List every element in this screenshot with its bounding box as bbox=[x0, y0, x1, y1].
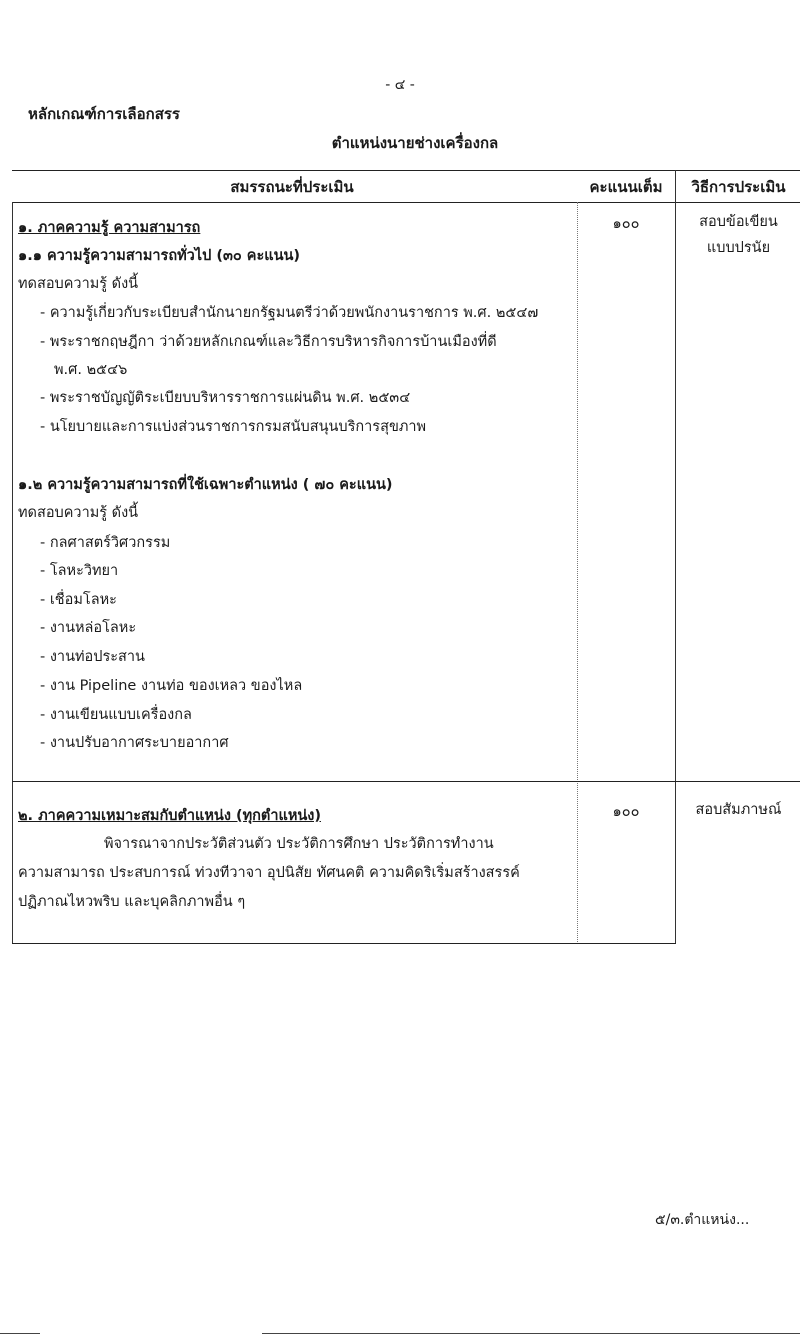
header-competency: สมรรถนะที่ประเมิน bbox=[230, 178, 354, 196]
section-2-body-line: ความสามารถ ประสบการณ์ ท่วงทีวาจา อุปนิสัย ทัศนคติ ความคิดริเริ่มสร้างสรรค์ bbox=[18, 865, 520, 881]
section-1-title: ๑. ภาคความรู้ ความสามารถ bbox=[18, 220, 201, 236]
column-divider-method bbox=[675, 170, 676, 944]
list-item-continuation: พ.ศ. ๒๕๔๖ bbox=[54, 362, 128, 378]
subsection-1-1-title: ๑.๑ ความรู้ความสามารถทั่วไป (๓๐ คะแนน) bbox=[18, 248, 301, 264]
list-item: - งานหล่อโลหะ bbox=[40, 620, 137, 636]
section-1-method-line2: แบบปรนัย bbox=[706, 240, 771, 256]
list-item: - นโยบายและการแบ่งส่วนราชการกรมสนับสนุนบริการสุขภาพ bbox=[40, 419, 427, 435]
section-2-body-line: พิจารณาจากประวัติส่วนตัว ประวัติการศึกษา ประวัติการทำงาน bbox=[104, 836, 494, 852]
list-item: - งานท่อประสาน bbox=[40, 649, 145, 665]
section-1-method-line1: สอบข้อเขียน bbox=[699, 214, 778, 230]
section-2-full-score: ๑๐๐ bbox=[612, 804, 640, 820]
column-divider-score bbox=[577, 202, 578, 944]
list-item: - กลศาสตร์วิศวกรรม bbox=[40, 535, 171, 551]
bottom-rule-right bbox=[262, 1333, 800, 1334]
section-2-method: สอบสัมภาษณ์ bbox=[695, 802, 782, 818]
section-1-full-score: ๑๐๐ bbox=[612, 216, 640, 232]
row-divider bbox=[12, 781, 800, 782]
position-title: ตำแหน่งนายช่างเครื่องกล bbox=[331, 134, 499, 152]
list-item: - งาน Pipeline งานท่อ ของเหลว ของไหล bbox=[40, 678, 303, 694]
list-item: - โลหะวิทยา bbox=[40, 563, 119, 579]
subsection-1-2-intro: ทดสอบความรู้ ดังนี้ bbox=[18, 505, 139, 521]
header-bottom-border bbox=[12, 202, 800, 203]
page-number: - ๔ - bbox=[385, 77, 415, 93]
table-top-border bbox=[12, 170, 800, 171]
list-item: - งานเขียนแบบเครื่องกล bbox=[40, 707, 192, 723]
subsection-1-2-title: ๑.๒ ความรู้ความสามารถที่ใช้เฉพาะตำแหน่ง ( ๗๐ คะแนน) bbox=[18, 477, 393, 493]
table-bottom-border bbox=[12, 943, 676, 944]
list-item: - งานปรับอากาศระบายอากาศ bbox=[40, 735, 229, 751]
list-item: - ความรู้เกี่ยวกับระเบียบสำนักนายกรัฐมนตรีว่าด้วยพนักงานราชการ พ.ศ. ๒๕๔๗ bbox=[40, 305, 539, 321]
table-left-border bbox=[12, 202, 13, 944]
section-2-title: ๒. ภาคความเหมาะสมกับตำแหน่ง (ทุกตำแหน่ง) bbox=[18, 808, 321, 824]
section-2-body-line: ปฏิภาณไหวพริบ และบุคลิกภาพอื่น ๆ bbox=[18, 894, 246, 910]
list-item: - พระราชบัญญัติระเบียบบริหารราชการแผ่นดิน พ.ศ. ๒๕๓๔ bbox=[40, 390, 411, 406]
continuation-note: ๕/๓.ตำแหน่ง... bbox=[655, 1212, 750, 1228]
list-item: - พระราชกฤษฎีกา ว่าด้วยหลักเกณฑ์และวิธีการบริหารกิจการบ้านเมืองที่ดี bbox=[40, 334, 497, 350]
subsection-1-1-intro: ทดสอบความรู้ ดังนี้ bbox=[18, 276, 139, 292]
bottom-rule-left bbox=[0, 1333, 40, 1334]
header-full-score: คะแนนเต็ม bbox=[589, 178, 663, 196]
list-item: - เชื่อมโลหะ bbox=[40, 592, 117, 608]
document-heading: หลักเกณฑ์การเลือกสรร bbox=[28, 105, 180, 123]
header-method: วิธีการประเมิน bbox=[691, 178, 786, 196]
